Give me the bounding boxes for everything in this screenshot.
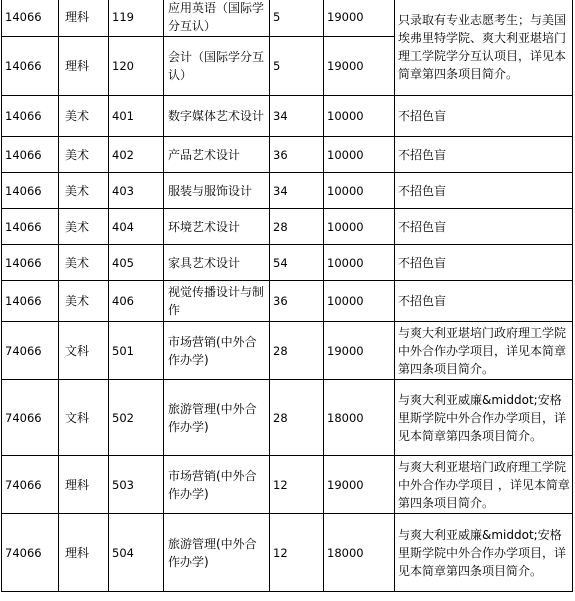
cell-code: 14066 — [2, 0, 59, 37]
table-row — [2, 209, 573, 245]
cell-plan: 12 — [270, 514, 324, 592]
cell-fee: 10000 — [324, 96, 395, 137]
cell-fee: 19000 — [324, 0, 395, 37]
cell-fee: 18000 — [324, 514, 395, 592]
cell-note: 不招色盲 — [395, 96, 573, 137]
cell-major-no: 503 — [109, 456, 164, 514]
cell-code: 14066 — [2, 245, 59, 281]
cell-code: 14066 — [2, 281, 59, 322]
cell-type: 理科 — [59, 37, 109, 96]
cell-plan: 28 — [270, 209, 324, 245]
cell-plan: 28 — [270, 322, 324, 380]
cell-fee: 10000 — [324, 281, 395, 322]
cell-major-name: 市场营销(中外合作办学) — [164, 322, 270, 380]
cell-major-no: 504 — [109, 514, 164, 592]
cell-code: 14066 — [2, 37, 59, 96]
table-row — [2, 322, 573, 380]
cell-note: 不招色盲 — [395, 245, 573, 281]
cell-major-name: 产品艺术设计 — [164, 137, 270, 173]
admissions-table — [1, 0, 573, 592]
cell-note: 不招色盲 — [395, 209, 573, 245]
cell-major-name: 环境艺术设计 — [164, 209, 270, 245]
cell-code: 14066 — [2, 96, 59, 137]
cell-plan: 5 — [270, 0, 324, 37]
cell-major-name: 市场营销(中外合作办学) — [164, 456, 270, 514]
cell-plan: 34 — [270, 173, 324, 209]
cell-type: 文科 — [59, 380, 109, 456]
cell-plan: 36 — [270, 137, 324, 173]
cell-note: 与爽大利亚威廉&middot;安格里斯学院中外合作办学项目，详见本简章第四条项目简介。 — [395, 514, 573, 592]
cell-major-no: 119 — [109, 0, 164, 37]
cell-code: 14066 — [2, 173, 59, 209]
table-row — [2, 137, 573, 173]
cell-plan: 28 — [270, 380, 324, 456]
table-row — [2, 380, 573, 456]
cell-major-no: 501 — [109, 322, 164, 380]
table-row — [2, 281, 573, 322]
cell-major-name: 视觉传播设计与制作 — [164, 281, 270, 322]
cell-code: 74066 — [2, 322, 59, 380]
cell-type: 文科 — [59, 322, 109, 380]
cell-plan: 54 — [270, 245, 324, 281]
cell-type: 美术 — [59, 209, 109, 245]
cell-note: 不招色盲 — [395, 281, 573, 322]
cell-plan: 12 — [270, 456, 324, 514]
cell-type: 美术 — [59, 137, 109, 173]
cell-type: 美术 — [59, 245, 109, 281]
cell-note: 与爽大利亚堪培门政府理工学院中外合作办学项目，详见本简章第四条项目简介。 — [395, 322, 573, 380]
cell-fee: 18000 — [324, 380, 395, 456]
cell-note: 不招色盲 — [395, 173, 573, 209]
cell-note: 只录取有专业志愿考生；与美国埃弗里特学院、爽大利亚堪培门理工学院学分互认项目，详见本简章第四条项目简介。 — [395, 0, 573, 96]
cell-code: 14066 — [2, 137, 59, 173]
cell-major-no: 120 — [109, 37, 164, 96]
cell-fee: 10000 — [324, 209, 395, 245]
cell-type: 理科 — [59, 0, 109, 37]
cell-plan: 36 — [270, 281, 324, 322]
table-row — [2, 96, 573, 137]
cell-fee: 19000 — [324, 456, 395, 514]
table-row — [2, 173, 573, 209]
table-row — [2, 514, 573, 592]
cell-plan: 34 — [270, 96, 324, 137]
cell-fee: 10000 — [324, 245, 395, 281]
cell-major-no: 403 — [109, 173, 164, 209]
cell-code: 14066 — [2, 209, 59, 245]
cell-type: 理科 — [59, 514, 109, 592]
table-row — [2, 456, 573, 514]
table-row — [2, 245, 573, 281]
cell-code: 74066 — [2, 380, 59, 456]
cell-note: 与爽大利亚堪培门政府理工学院中外合作办学项目 ，详见本简章第四条项目简介。 — [395, 456, 573, 514]
cell-major-no: 406 — [109, 281, 164, 322]
cell-major-name: 旅游管理(中外合作办学) — [164, 380, 270, 456]
cell-code: 74066 — [2, 456, 59, 514]
cell-fee: 10000 — [324, 137, 395, 173]
cell-major-no: 402 — [109, 137, 164, 173]
cell-type: 美术 — [59, 173, 109, 209]
cell-fee: 10000 — [324, 173, 395, 209]
cell-major-name: 家具艺术设计 — [164, 245, 270, 281]
cell-major-name: 应用英语（国际学分互认） — [164, 0, 270, 37]
table-row — [2, 0, 573, 37]
cell-major-no: 405 — [109, 245, 164, 281]
cell-type: 美术 — [59, 96, 109, 137]
cell-note: 不招色盲 — [395, 137, 573, 173]
cell-fee: 19000 — [324, 37, 395, 96]
cell-note: 与爽大利亚威廉&middot;安格里斯学院中外合作办学项目，详见本简章第四条项目简介。 — [395, 380, 573, 456]
cell-type: 美术 — [59, 281, 109, 322]
cell-major-name: 数字媒体艺术设计 — [164, 96, 270, 137]
cell-fee: 19000 — [324, 322, 395, 380]
cell-major-no: 502 — [109, 380, 164, 456]
cell-major-no: 401 — [109, 96, 164, 137]
cell-major-no: 404 — [109, 209, 164, 245]
cell-major-name: 服装与服饰设计 — [164, 173, 270, 209]
cell-type: 理科 — [59, 456, 109, 514]
cell-major-name: 旅游管理(中外合作办学) — [164, 514, 270, 592]
cell-code: 74066 — [2, 514, 59, 592]
cell-plan: 5 — [270, 37, 324, 96]
cell-major-name: 会计（国际学分互认） — [164, 37, 270, 96]
